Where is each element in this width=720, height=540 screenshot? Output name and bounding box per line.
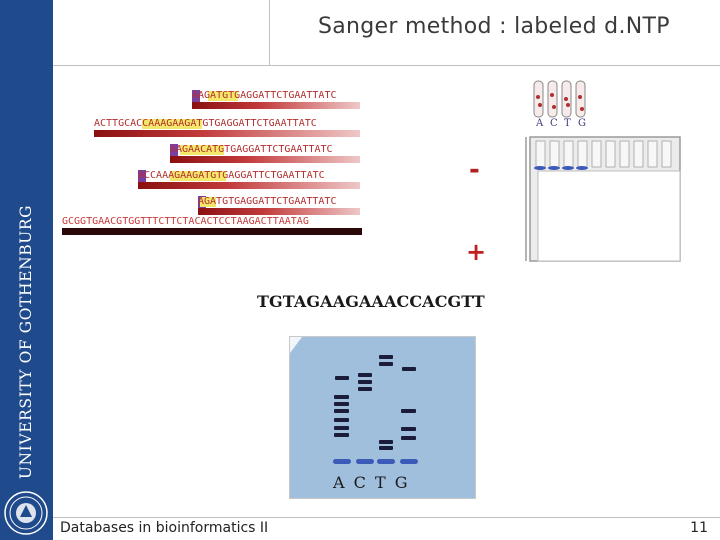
course-title: Databases in bioinformatics II: [60, 520, 269, 536]
gel-band: [401, 409, 416, 413]
readout-sequence: TGTAGAAGAAACCACGTT: [257, 292, 485, 311]
gel-lane-labels: A C T G: [333, 473, 408, 492]
fragment-sequence: ACCAAAGAAGATGTGAGGATTCTGAATTATC: [138, 170, 325, 181]
gel-band: [334, 395, 349, 399]
fragment-sequence: AGATGTGAGGATTCTGAATTATC: [198, 196, 337, 207]
fragment-sequence: ACTTGCACCAAAGAAGATGTGAGGATTCTGAATTATC: [94, 118, 317, 129]
fragment-4: [138, 170, 360, 190]
fragment-sequence: AAGAACATGTGAGGATTCTGAATTATC: [170, 144, 333, 155]
fragment-bar: [192, 102, 360, 109]
template-bar: [62, 228, 362, 235]
fragment-3: [170, 144, 360, 164]
template-sequence: GCGGTGAACGTGGTTTCTTCTACACTCCTAAGACTTAATAG: [62, 216, 309, 227]
fragment-2: [94, 118, 360, 138]
page-number: 11: [690, 520, 708, 536]
gel-band: [334, 402, 349, 406]
header-divider: [269, 0, 270, 65]
fragment-sequence: AAGATGTGAGGATTCTGAATTATC: [192, 90, 337, 101]
gel-band: [358, 387, 372, 391]
gel-well: [377, 459, 395, 464]
header-rule: [53, 65, 720, 66]
template-strand: [62, 216, 362, 236]
gel-well: [333, 459, 351, 464]
slide-title: Sanger method : labeled d.NTP: [318, 14, 670, 39]
gel-band: [335, 376, 349, 380]
gel-band: [379, 446, 393, 450]
fragment-bar: [170, 156, 360, 163]
gel-band: [334, 418, 349, 422]
university-name: UNIVERSITY OF GOTHENBURG: [17, 204, 35, 480]
gel-band: [401, 436, 416, 440]
gel-apparatus-figure: [500, 75, 686, 265]
gel-well: [400, 459, 418, 464]
gel-band: [379, 440, 393, 444]
fragment-bar: [138, 182, 360, 189]
gel-band: [358, 380, 372, 384]
gel-band: [334, 426, 349, 430]
gel-band: [379, 362, 393, 366]
lane-label-c: C: [550, 118, 558, 129]
test-tubes: [534, 81, 585, 117]
university-seal-icon: [3, 490, 49, 536]
fragment-1: [192, 90, 360, 110]
gel-band: [334, 409, 349, 413]
gel-band: [358, 373, 372, 377]
cathode-sign: -: [469, 155, 480, 185]
lane-label-g: G: [578, 118, 586, 129]
fragment-bar: [94, 130, 360, 137]
gel-band: [402, 367, 416, 371]
university-sidebar: [0, 0, 53, 540]
gel-band: [401, 427, 416, 431]
lane-label-a: A: [536, 118, 544, 129]
fragment-bar: [198, 208, 360, 215]
anode-sign: +: [466, 238, 487, 266]
gel-well: [356, 459, 374, 464]
gel-band: [334, 433, 349, 437]
fragment-5: [198, 196, 360, 216]
footer-rule: [53, 517, 720, 518]
sequencing-fragments-figure: [62, 80, 362, 240]
gel-band: [379, 355, 393, 359]
lane-label-t: T: [564, 118, 571, 129]
